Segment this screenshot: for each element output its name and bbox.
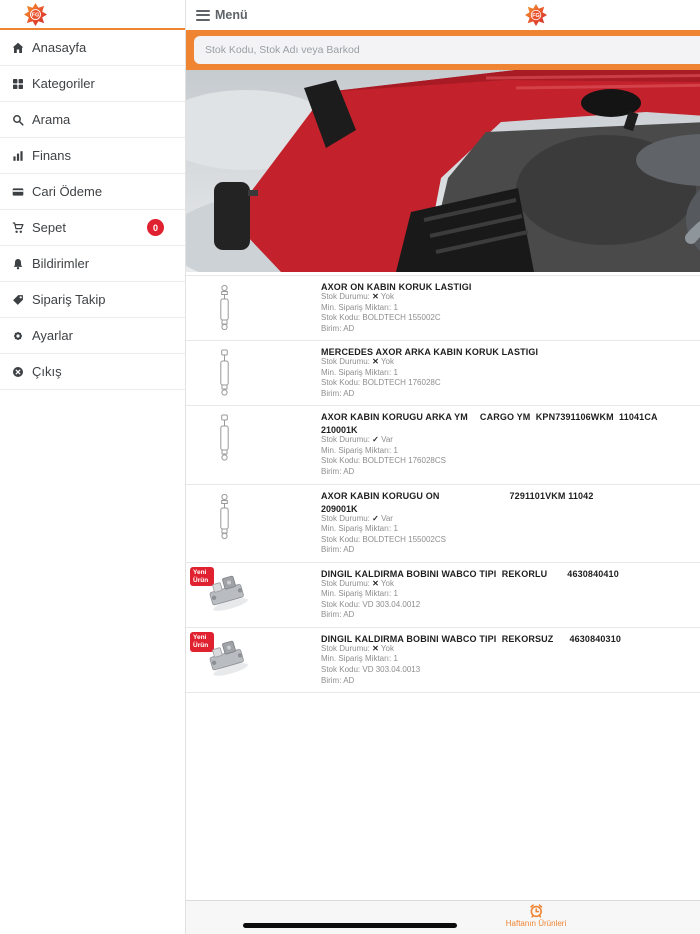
status-check-icon: ✓ (372, 435, 379, 445)
stock-status: Stok Durumu: ✓ Var (321, 435, 393, 445)
gear-icon (11, 329, 24, 342)
status-cross-icon: ✕ (372, 578, 379, 588)
product-oem-codes: 4630840410 (567, 568, 619, 579)
product-row[interactable] (186, 276, 700, 341)
product-thumbnail-valve (204, 572, 250, 612)
home-icon (11, 41, 24, 54)
min-order-qty: Min. Sipariş Miktarı: 1 (321, 367, 398, 377)
credit-card-icon (11, 185, 24, 198)
product-row[interactable] (186, 628, 700, 693)
sidebar-item-label: Ayarlar (32, 328, 73, 343)
sidebar-item-bildirimler[interactable] (0, 246, 185, 282)
sidebar-item-label: Finans (32, 148, 72, 163)
stock-status: Stok Durumu: ✕ Yok (321, 357, 394, 367)
product-title: AXOR KABIN KORUGU ARKA YM (321, 412, 468, 423)
product-title-line2: 210001K (321, 425, 358, 436)
top-header (186, 0, 700, 30)
stock-code: Stok Kodu: BOLDTECH 176028C (321, 378, 441, 388)
hamburger-icon (196, 10, 210, 21)
unit: Birim: AD (321, 323, 355, 333)
min-order-qty: Min. Sipariş Miktarı: 1 (321, 654, 398, 664)
categories-icon (11, 77, 24, 90)
tag-icon (11, 293, 24, 306)
product-oem-codes: 7291101VKM 11042 (509, 490, 594, 501)
truck-service-illustration (186, 70, 700, 272)
new-product-badge: Yeni Ürün (190, 567, 214, 587)
logout-icon (11, 365, 24, 378)
app-logo-icon (24, 3, 47, 26)
min-order-qty: Min. Sipariş Miktarı: 1 (321, 302, 398, 312)
stock-status: Stok Durumu: ✕ Yok (321, 643, 394, 653)
product-oem-codes: CARGO YM KPN7391106WKM 11041CA (479, 412, 658, 423)
stock-code: Stok Kodu: VD 303.04.0013 (321, 665, 421, 675)
home-indicator[interactable] (243, 923, 457, 928)
new-product-badge: Yeni Ürün (190, 632, 214, 652)
sidebar-item-label: Çıkış (32, 364, 62, 379)
sidebar-logo-header (0, 0, 185, 30)
stock-status: Stok Durumu: ✓ Var (321, 513, 393, 523)
product-title: DINGIL KALDIRMA BOBINI WABCO TIPI REKORSUZ (321, 633, 554, 644)
app-logo (525, 4, 547, 31)
product-row[interactable] (186, 341, 700, 406)
sidebar-item-label: Arama (32, 112, 71, 127)
content-pane (186, 0, 700, 934)
product-row[interactable] (186, 406, 700, 484)
product-thumbnail-strut (217, 493, 232, 540)
stock-code: Stok Kodu: BOLDTECH 155002C (321, 313, 441, 323)
tab-haftanin-urunleri[interactable] (506, 903, 566, 928)
product-thumbnail-valve (204, 637, 250, 677)
menu-toggle-button[interactable] (186, 8, 248, 22)
product-row[interactable] (186, 563, 700, 628)
sidebar-item-kategoriler[interactable] (0, 66, 185, 102)
status-cross-icon: ✕ (372, 292, 379, 301)
search-bar (186, 30, 700, 70)
product-title-line2: 209001K (321, 503, 358, 514)
search-icon (11, 113, 24, 126)
product-thumbnail-strut (217, 349, 232, 396)
finance-chart-icon (11, 149, 24, 162)
product-title: AXOR KABIN KORUGU ON (321, 490, 440, 501)
sidebar-item-sepet[interactable] (0, 210, 185, 246)
hero-image (186, 70, 700, 272)
svg-text:FG: FG (31, 12, 40, 19)
product-thumbnail-strut (217, 414, 232, 461)
status-cross-icon: ✕ (372, 357, 379, 367)
sidebar-item-label: Anasayfa (32, 40, 87, 55)
sidebar-item-anasayfa[interactable] (0, 30, 185, 66)
min-order-qty: Min. Sipariş Miktarı: 1 (321, 589, 398, 599)
sidebar-item-label: Cari Ödeme (32, 184, 103, 199)
bottom-tab-bar (186, 900, 700, 934)
unit: Birim: AD (321, 545, 355, 555)
product-title: DINGIL KALDIRMA BOBINI WABCO TIPI REKORLU (321, 568, 548, 579)
min-order-qty: Min. Sipariş Miktarı: 1 (321, 445, 398, 455)
sidebar-item-finans[interactable] (0, 138, 185, 174)
stock-code: Stok Kodu: VD 303.04.0012 (321, 599, 421, 609)
stock-code: Stok Kodu: BOLDTECH 176028CS (321, 456, 446, 466)
menu-label: Menü (215, 8, 248, 22)
status-check-icon: ✓ (372, 513, 379, 523)
product-list (186, 275, 700, 693)
sidebar-item-cikis[interactable] (0, 354, 185, 390)
sidebar-item-label: Sipariş Takip (32, 292, 106, 307)
sidebar-item-label: Bildirimler (32, 256, 90, 271)
unit: Birim: AD (321, 610, 355, 620)
sidebar-item-label: Sepet (32, 220, 66, 235)
alarm-clock-icon (528, 903, 543, 918)
unit: Birim: AD (321, 467, 355, 477)
product-title: AXOR ON KABIN KORUK LASTIGI (321, 282, 472, 292)
min-order-qty: Min. Sipariş Miktarı: 1 (321, 524, 398, 534)
product-oem-codes: 4630840310 (569, 633, 622, 644)
product-title: MERCEDES AXOR ARKA KABIN KORUK LASTIGI (321, 347, 539, 358)
sidebar-item-label: Kategoriler (32, 76, 95, 91)
app-logo-icon (525, 4, 547, 26)
unit: Birim: AD (321, 675, 355, 685)
sidebar-item-cari-odeme[interactable] (0, 174, 185, 210)
stock-status: Stok Durumu: ✕ Yok (321, 292, 394, 301)
product-thumbnail-strut (217, 284, 232, 331)
cart-count-badge: 0 (147, 219, 164, 236)
svg-text:FG: FG (532, 13, 540, 20)
product-row[interactable] (186, 485, 700, 563)
status-cross-icon: ✕ (372, 643, 379, 653)
search-input[interactable] (194, 36, 700, 64)
sidebar-item-ayarlar[interactable] (0, 318, 185, 354)
bell-icon (11, 257, 24, 270)
sidebar-item-siparis-takip[interactable] (0, 282, 185, 318)
cart-icon (11, 221, 24, 234)
unit: Birim: AD (321, 388, 355, 398)
sidebar-menu (0, 0, 186, 934)
sidebar-item-arama[interactable] (0, 102, 185, 138)
stock-code: Stok Kodu: BOLDTECH 155002CS (321, 534, 446, 544)
stock-status: Stok Durumu: ✕ Yok (321, 578, 394, 588)
tab-label: Haftanın Ürünleri (505, 919, 567, 928)
